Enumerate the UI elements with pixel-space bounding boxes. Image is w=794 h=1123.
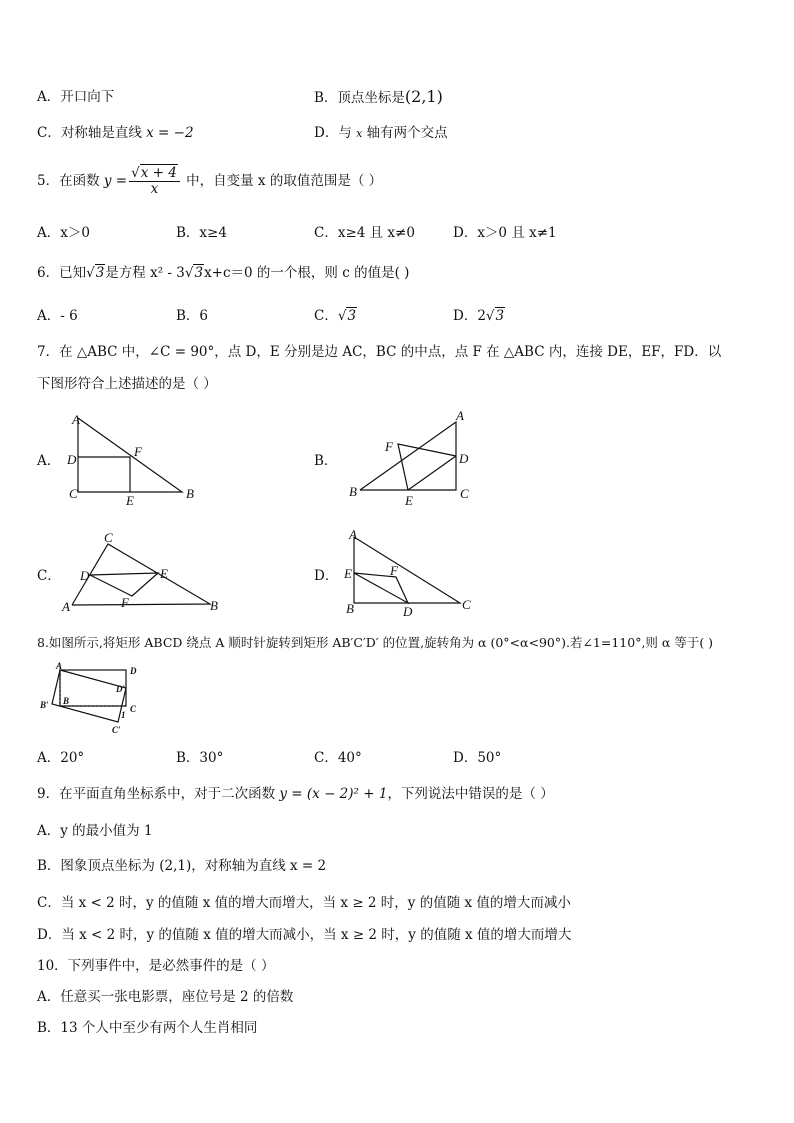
q9-option-b: B．图象顶点坐标为 (2,1)，对称轴为直线 x = 2 <box>37 858 327 874</box>
q4-option-c-text: C．对称轴是直线 <box>37 125 147 141</box>
q6-option-d: D．2√3 <box>453 308 505 324</box>
q7-c-label-a: A <box>62 599 70 614</box>
q7-d-edf <box>354 573 408 603</box>
q6-stem-pre: 6．已知 <box>37 265 87 281</box>
q6-option-d-label: D．2 <box>453 308 486 324</box>
q7-d-label-b: B <box>346 601 354 616</box>
q7-b-fed <box>398 444 456 490</box>
q6-option-c-label: C． <box>314 308 338 324</box>
q7-stem-line1: 7．在 △ABC 中，∠C = 90°，点 D，E 分别是边 AC，BC 的中点，点 F 在 △ABC 内，连接 DE，EF，FD．以 <box>37 344 722 360</box>
q8-stem: 8.如图所示,将矩形 ABCD 绕点 A 顺时针旋转到矩形 AB′C′D′ 的位置,旋转角为 α (0°<α<90°).若∠1=110°,则 α 等于( ) <box>37 635 714 650</box>
q7-figure-a <box>60 410 210 510</box>
q5-option-c: C．x≥4 且 x≠0 <box>314 225 415 241</box>
q4-option-d-text-pre: D．与 <box>314 125 357 141</box>
q8-label-a: A <box>56 661 63 671</box>
q9-option-a: A．y 的最小值为 1 <box>37 823 153 839</box>
q7-c-label-d: D <box>80 568 90 583</box>
q7-figure-d <box>340 525 480 620</box>
q7-d-label-e: E <box>344 566 352 581</box>
q7-a-label-e: E <box>126 493 134 508</box>
q7-b-label-f: F <box>385 439 393 454</box>
q7-b-label-c: C <box>460 486 469 501</box>
q7-c-def <box>90 573 158 596</box>
q9-stem <box>37 785 554 803</box>
q4-option-b-math: (2,1) <box>404 87 443 106</box>
q5-fraction: $\frac{√x + 4}{x}$ <box>129 166 180 197</box>
q6-stem-post: x+c＝0 的一个根，则 c 的值是( ) <box>204 265 410 281</box>
q7-d-label-c: C <box>462 597 471 612</box>
q7-a-label-f: F <box>134 444 142 459</box>
q4-option-d <box>314 124 448 143</box>
q7-d-label-a: A <box>349 527 357 542</box>
q7-c-label-b: B <box>210 598 218 613</box>
q10-stem: 10．下列事件中，是必然事件的是（ ） <box>37 958 275 974</box>
q9-option-d: D．当 x < 2 时，y 的值随 x 值的增大而减小，当 x ≥ 2 时，y 的值随 x 值的增大而增大 <box>37 927 572 943</box>
q7-b-de <box>408 456 456 490</box>
q6-sqrt-1: 3 <box>95 265 105 281</box>
q9-option-c: C．当 x < 2 时，y 的值随 x 值的增大而增大，当 x ≥ 2 时，y 的值随 x 值的增大而减小 <box>37 895 571 911</box>
q6-option-d-sqrt: 3 <box>495 308 505 324</box>
q7-d-label-f: F <box>390 563 398 578</box>
q8-label-bp: B′ <box>40 700 49 710</box>
q7-option-b-label: B． <box>314 453 338 469</box>
q6-stem: 6．已知√3是方程 x² - 3√3x+c＝0 的一个根，则 c 的值是( ) <box>37 265 410 281</box>
q8-figure <box>36 660 146 740</box>
q7-b-label-b: B <box>349 484 357 499</box>
q9-stem-post: ，下列说法中错误的是（ ） <box>387 786 554 802</box>
q5-func-num: x + 4 <box>140 165 177 181</box>
q6-stem-mid: 是方程 x² - 3 <box>105 265 185 281</box>
q5-stem <box>37 163 382 199</box>
q7-option-c-label: C． <box>37 568 61 584</box>
q5-option-d: D．x＞0 且 x≠1 <box>453 225 557 241</box>
q9-stem-pre: 9．在平面直角坐标系中，对于二次函数 <box>37 786 280 802</box>
q7-stem-line2: 下图形符合上述描述的是（ ） <box>37 376 217 392</box>
q7-a-de-lines <box>78 457 130 492</box>
q6-option-c: C．√3 <box>314 308 357 324</box>
q7-d-triangle <box>354 537 460 603</box>
q4-option-b <box>314 88 443 107</box>
q7-b-label-d: D <box>459 451 469 466</box>
q5-stem-post: 中，自变量 x 的取值范围是（ ） <box>181 173 383 189</box>
q4-option-c-math: x = −2 <box>146 125 194 141</box>
q7-b-triangle <box>360 422 456 490</box>
q5-stem-pre: 5．在函数 <box>37 173 104 189</box>
q5-option-b: B．x≥4 <box>176 225 227 241</box>
q10-option-a: A．任意买一张电影票，座位号是 2 的倍数 <box>37 989 294 1005</box>
q4-option-a: A．开口向下 <box>37 89 115 105</box>
q4-option-d-text-post: 轴有两个交点 <box>362 125 448 141</box>
q7-c-label-f: F <box>121 595 129 610</box>
q9-function: y = (x − 2)² + 1 <box>279 786 388 802</box>
q8-option-b: B．30° <box>176 750 224 766</box>
q8-label-c: C <box>130 704 137 714</box>
q4-option-c <box>37 124 194 142</box>
q8-option-a: A．20° <box>37 750 85 766</box>
q6-option-a: A．- 6 <box>37 308 78 324</box>
q7-figure-c <box>58 530 223 615</box>
q5-func-lhs: y = <box>103 173 128 189</box>
q5-func-den: x <box>150 181 159 197</box>
q8-option-d: D．50° <box>453 750 502 766</box>
q6-option-c-sqrt: 3 <box>347 308 357 324</box>
q8-option-c: C．40° <box>314 750 362 766</box>
q7-a-label-b: B <box>186 486 194 501</box>
q8-label-d: D <box>130 666 137 676</box>
q10-option-b: B．13 个人中至少有两个人生肖相同 <box>37 1020 258 1036</box>
q8-label-cp: C′ <box>112 725 121 735</box>
q7-c-label-e: E <box>160 566 168 581</box>
q4-option-d-var: x <box>356 127 363 140</box>
q7-option-a-label: A． <box>37 453 61 469</box>
q7-c-label-c: C <box>104 530 113 545</box>
q7-a-label-a: A <box>72 412 80 427</box>
q7-d-label-d: D <box>403 604 413 619</box>
q7-figure-b <box>340 410 480 510</box>
q6-option-b: B．6 <box>176 308 209 324</box>
q7-b-label-e: E <box>405 493 413 508</box>
q8-label-b: B <box>63 696 70 706</box>
q7-b-label-a: A <box>456 410 464 423</box>
q5-option-a: A．x＞0 <box>37 225 90 241</box>
q7-a-label-d: D <box>67 452 77 467</box>
q6-sqrt-2: 3 <box>194 265 204 281</box>
q7-a-label-c: C <box>69 486 78 501</box>
q8-label-1: 1 <box>121 710 126 720</box>
q7-option-d-label: D． <box>314 568 339 584</box>
q4-option-b-text: B．顶点坐标是 <box>314 90 405 106</box>
q8-label-dp: D′ <box>116 684 126 694</box>
